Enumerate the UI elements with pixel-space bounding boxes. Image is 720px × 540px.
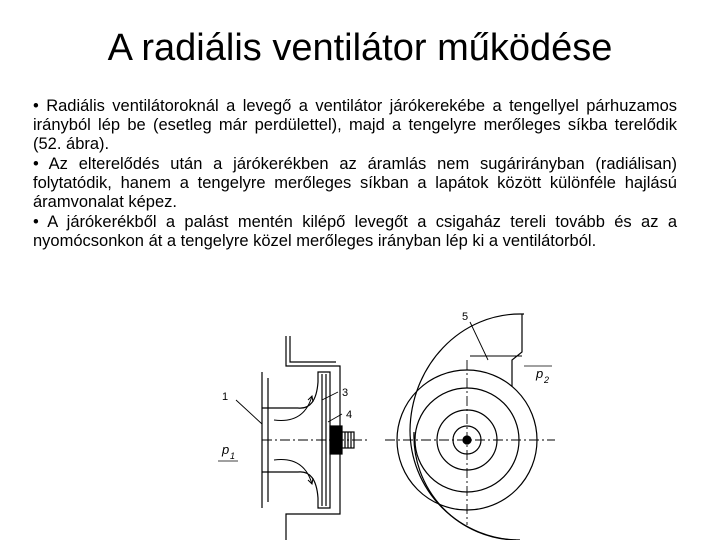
pressure-p1-subscript: 1 [230,451,236,461]
label-4: 4 [346,409,353,421]
bullet-paragraph-3: • A járókerékből a palást mentén kilépő levegőt a csigaház tereli tovább és az a nyomócsonkon át a tengelyre közel merőleges irányban lép ki a ventilátorból. [33,213,677,250]
fan-front-view [385,314,555,540]
bullet-paragraph-2: • Az elterelődés után a járókerékben az áramlás nem sugárirányban (radiálisan) folytatódik, hanem a tengelyre merőleges síkban a lapátok között különféle hajlású áramvonalat képez. [33,155,677,211]
label-1: 1 [222,391,229,403]
pressure-p2-symbol: p [536,366,544,381]
slide-title: A radiális ventilátor működése [107,27,613,69]
pressure-p1-symbol: p [222,442,230,457]
label-3: 3 [342,387,349,399]
pressure-p2-subscript: 2 [544,375,550,385]
fan-side-section [236,336,370,540]
bullet-paragraph-1: • Radiális ventilátoroknál a levegő a ventilátor járókerekébe a tengellyel párhuzamos irányból lép be (esetleg már perdülettel), majd a tengelyre merőleges síkba terelődik (52. ábra). [33,97,677,153]
label-5: 5 [462,311,469,323]
